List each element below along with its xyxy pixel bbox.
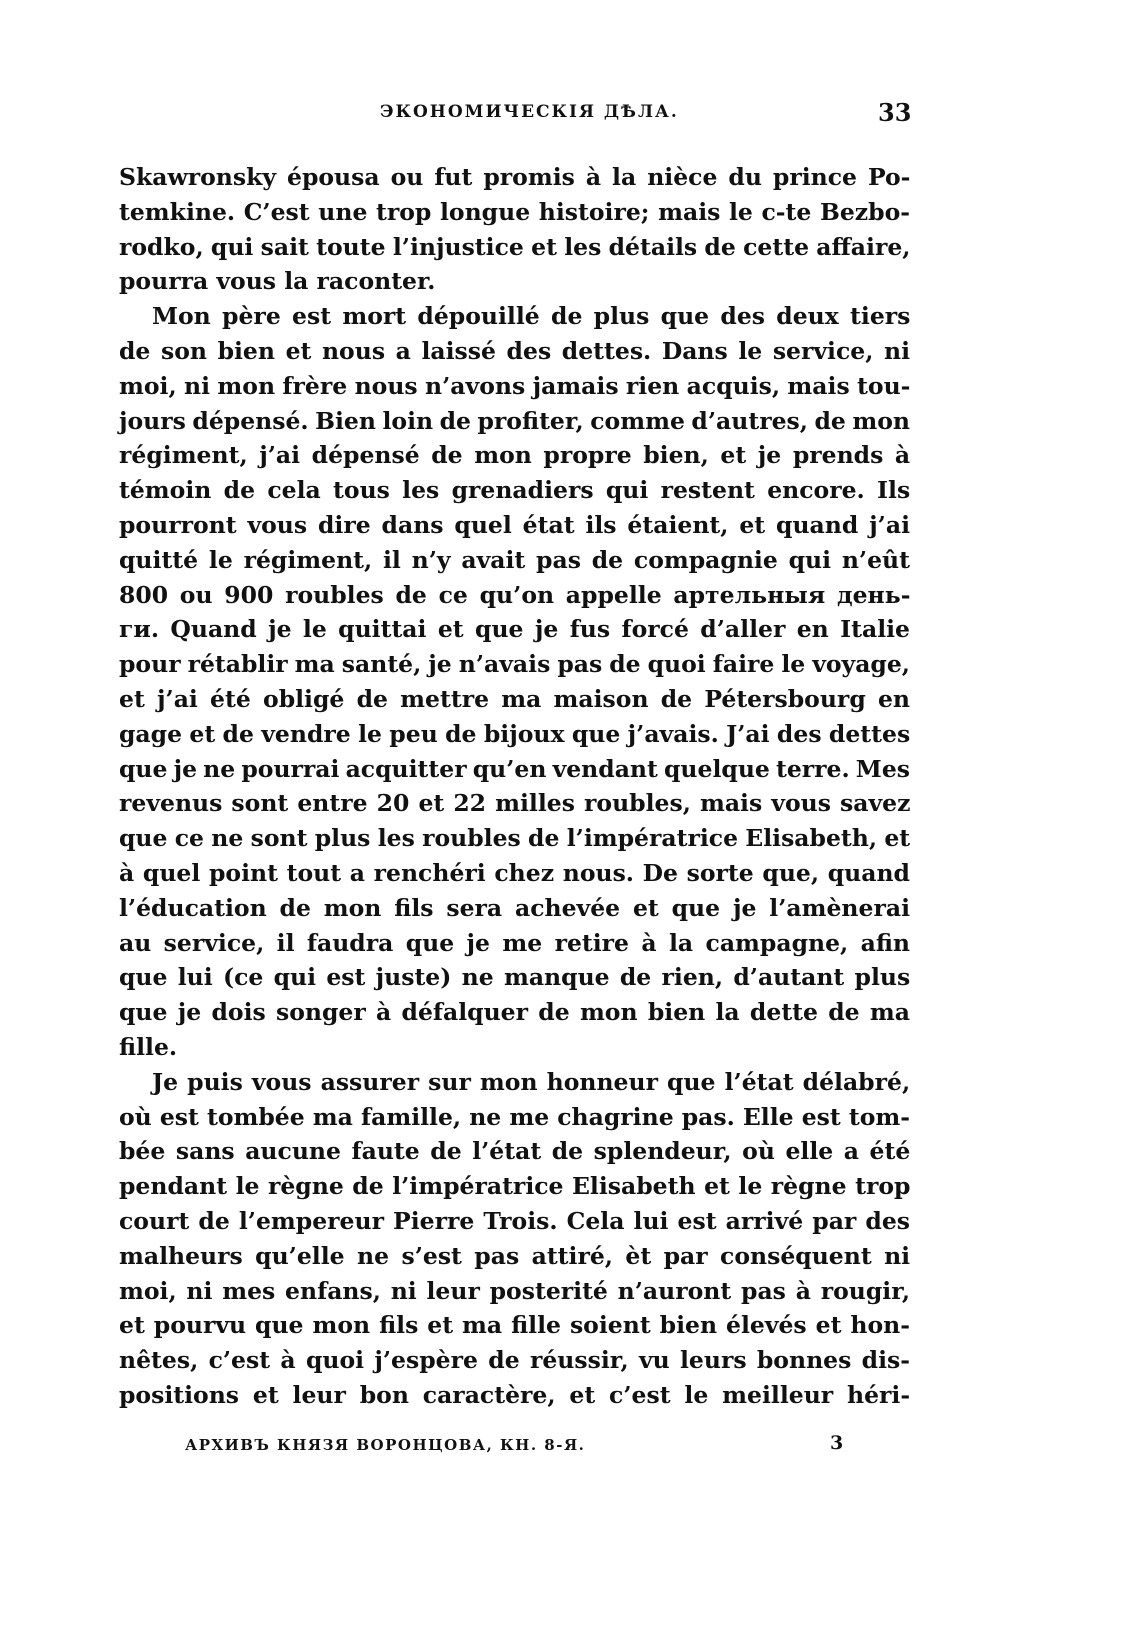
text-line: Mon père est mort dépouillé de plus que des deux tiers bbox=[152, 302, 911, 331]
text-line: où est tombée ma famille, ne me chagrine pas. Elle est tom- bbox=[119, 1102, 910, 1131]
text-line: gage et de vendre le peu de bijoux que j’avais. J’ai des dettes bbox=[119, 719, 911, 748]
text-line: l’éducation de mon fils sera achevée et que je l’amènerai bbox=[119, 893, 910, 922]
text-line: Skawronsky épousa ou fut promis à la nièce du prince Po- bbox=[119, 163, 911, 191]
running-head: ЭКОНОМИЧЕСКІЯ ДѢЛА. bbox=[380, 102, 679, 122]
text-line: pourra vous la raconter. bbox=[119, 267, 436, 296]
text-line: de son bien et nous a laissé des dettes. Dans le service, ni bbox=[119, 336, 911, 365]
text-line: Je puis vous assurer sur mon honneur que l’état délabré, bbox=[152, 1067, 911, 1096]
text-line: pour rétablir ma santé, je n’avais pas de quoi faire le voyage, bbox=[119, 650, 910, 679]
text-line: positions et leur bon caractère, et c’est le meilleur héri- bbox=[119, 1380, 911, 1409]
text-line: quitté le régiment, il n’y avait pas de compagnie qui n’eût bbox=[119, 545, 910, 574]
text-line: que lui (ce qui est juste) ne manque de rien, d’autant plus bbox=[119, 963, 911, 992]
text-line: temkine. C’est une trop longue histoire; mais le c-te Bezbo- bbox=[119, 197, 910, 226]
text-line: bée sans aucune faute de l’état de splendeur, où elle a été bbox=[119, 1137, 911, 1166]
signature-number: 3 bbox=[830, 1432, 844, 1454]
paragraph-1 bbox=[119, 160, 910, 299]
paragraph-2 bbox=[119, 299, 910, 1065]
text-body bbox=[119, 160, 910, 1413]
text-line: jours dépensé. Bien loin de profiter, comme d’autres, de mon bbox=[119, 406, 910, 435]
page-number: 33 bbox=[878, 98, 912, 127]
text-line: moi, ni mes enfans, ni leur posterité n’auront pas à rougir, bbox=[119, 1276, 911, 1305]
signature-line: АРХИВЪ КНЯЗЯ ВОРОНЦОВА, КН. 8-Я. bbox=[185, 1436, 586, 1454]
text-line: malheurs qu’elle ne s’est pas attiré, èt par conséquent ni bbox=[119, 1241, 911, 1270]
text-line: pendant le règne de l’impératrice Elisabeth et le règne trop bbox=[119, 1172, 911, 1201]
text-line: et j’ai été obligé de mettre ma maison de Pétersbourg en bbox=[119, 684, 910, 713]
text-line: à quel point tout a renchéri chez nous. De sorte que, quand bbox=[119, 858, 910, 887]
text-line: court de l’empereur Pierre Trois. Cela lui est arrivé par des bbox=[119, 1206, 911, 1235]
text-line: revenus sont entre 20 et 22 milles roubles, mais vous savez bbox=[119, 789, 911, 818]
text-line: pourront vous dire dans quel état ils étaient, et quand j’ai bbox=[119, 510, 911, 539]
text-line: que je dois songer à défalquer de mon bien la dette de ma bbox=[119, 998, 910, 1027]
text-line: rodko, qui sait toute l’injustice et les détails de cette affaire, bbox=[119, 232, 911, 261]
text-line: moi, ni mon frère nous n’avons jamais rien acquis, mais tou- bbox=[119, 371, 911, 400]
text-line: et pourvu que mon fils et ma fille soient bien élevés et hon- bbox=[119, 1311, 910, 1340]
text-line: nêtes, c’est à quoi j’espère de réussir, vu leurs bonnes dis- bbox=[119, 1346, 910, 1375]
text-line: au service, il faudra que je me retire à la campagne, afin bbox=[119, 928, 910, 957]
text-line: témoin de cela tous les grenadiers qui restent encore. Ils bbox=[119, 476, 911, 505]
paragraph-3 bbox=[119, 1065, 910, 1413]
text-line: ги. Quand je le quittai et que je fus forcé d’aller en Italie bbox=[119, 615, 910, 644]
text-line: 800 ou 900 roubles de ce qu’on appelle артельныя день- bbox=[119, 580, 911, 609]
text-line: fille. bbox=[119, 1032, 178, 1061]
text-line: régiment, j’ai dépensé de mon propre bien, et je prends à bbox=[119, 441, 911, 470]
text-line: que ce ne sont plus les roubles de l’impératrice Elisabeth, et bbox=[119, 824, 911, 853]
text-line: que je ne pourrai acquitter qu’en vendant quelque terre. Mes bbox=[119, 754, 910, 783]
